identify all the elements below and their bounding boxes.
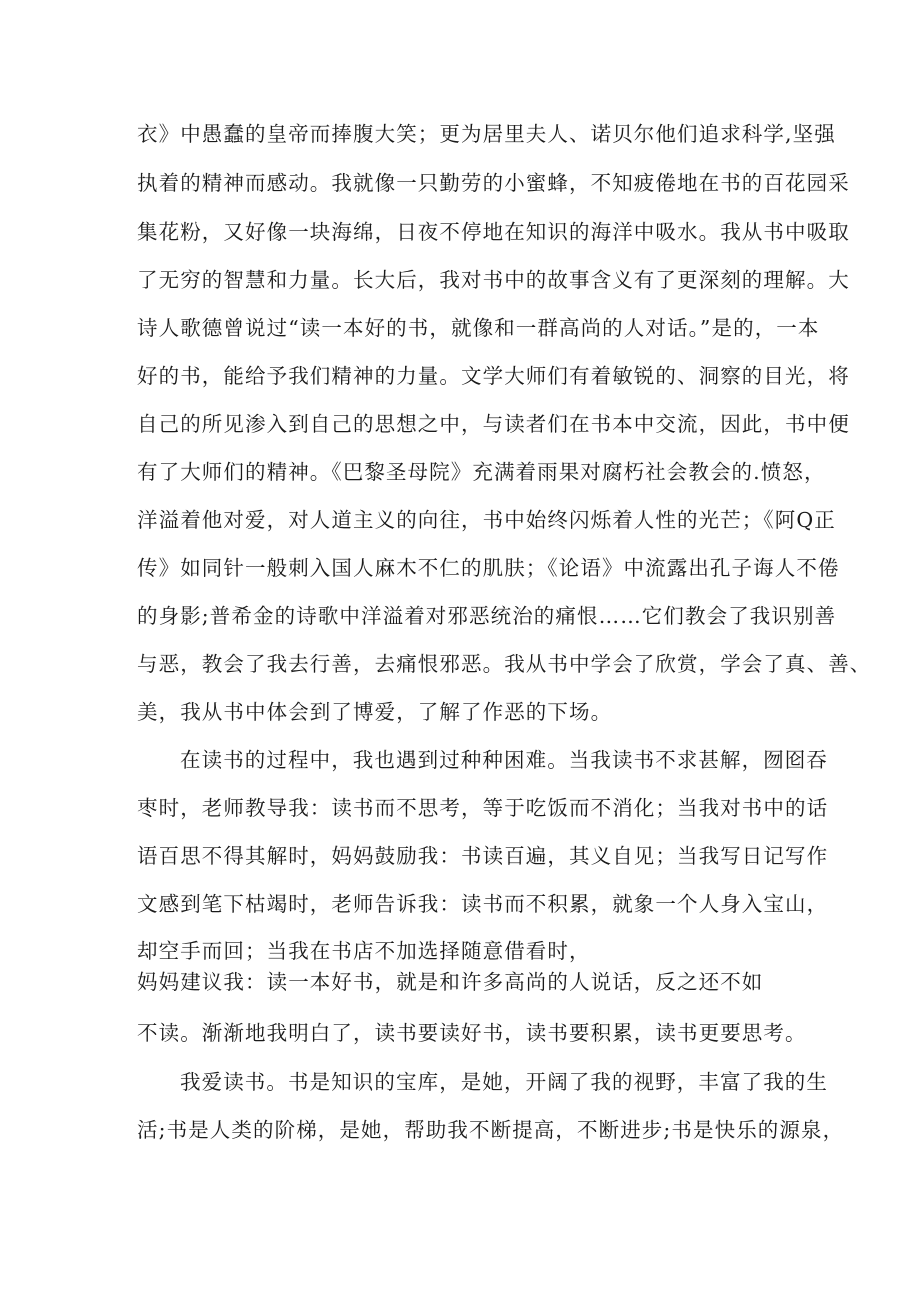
paragraph-first-line: 我爱读书。书是知识的宝库，是她，开阔了我的视野，丰富了我的生 [180, 1070, 828, 1094]
text-line: 衣》中愚蠢的皇帝而捧腹大笑；更为居里夫人、诺贝尔他们追求科学,坚强 [137, 122, 836, 146]
text-line: 却空手而回；当我在书店不加选择随意借看时， [137, 939, 591, 963]
text-line: 了无穷的智慧和力量。长大后，我对书中的故事含义有了更深刻的理解。大 [137, 268, 850, 292]
text-line: 传》如同针一般刺入国人麻木不仁的肌肤；《论语》中流露出孔子诲人不倦 [137, 556, 840, 580]
text-line: 活;书是人类的阶梯，是她，帮助我不断提高，不断进步;书是快乐的源泉， [137, 1118, 845, 1142]
text-line: 不读。渐渐地我明白了，读书要读好书，读书要积累，读书更要思考。 [137, 1021, 807, 1045]
text-line: 文感到笔下枯竭时，老师告诉我：读书而不积累，就象一个人身入宝山， [137, 892, 829, 916]
text-line: 美，我从书中体会到了博爱，了解了作恶的下场。 [137, 700, 613, 724]
paragraph-first-line: 在读书的过程中，我也遇到过种种困难。当我读书不求甚解，囫囵吞 [180, 748, 828, 772]
text-line: 集花粉，又好像一块海绵，日夜不停地在知识的海洋中吸水。我从书中吸取 [137, 220, 850, 244]
text-line: 自己的所见渗入到自己的思想之中，与读者们在书本中交流，因此，书中便 [137, 412, 850, 436]
text-line: 妈妈建议我：读一本好书，就是和许多高尚的人说话，反之还不如 [137, 970, 764, 994]
text-line: 与恶，教会了我去行善，去痛恨邪恶。我从书中学会了欣赏，学会了真、善、 [137, 652, 872, 676]
text-line: 执着的精神而感动。我就像一只勤劳的小蜜蜂，不知疲倦地在书的百花园采 [137, 171, 850, 195]
text-line: 枣时，老师教导我：读书而不思考，等于吃饭而不消化；当我对书中的话 [137, 796, 829, 820]
text-line: 洋溢着他对爱，对人道主义的向往，书中始终闪烁着人性的光芒；《阿Q正 [137, 508, 836, 532]
text-line: 的身影;普希金的诗歌中洋溢着对邪恶统治的痛恨……它们教会了我识别善 [137, 604, 837, 628]
text-line: 诗人歌德曾说过“读一本好的书，就像和一群高尚的人对话。”是的，一本 [137, 316, 820, 340]
text-line: 有了大师们的精神。《巴黎圣母院》充满着雨果对腐朽社会教会的.愤怒， [137, 460, 826, 484]
text-line: 好的书，能给予我们精神的力量。文学大师们有着敏锐的、洞察的目光，将 [137, 364, 850, 388]
text-line: 语百思不得其解时，妈妈鼓励我：书读百遍，其义自见；当我写日记写作 [137, 844, 829, 868]
